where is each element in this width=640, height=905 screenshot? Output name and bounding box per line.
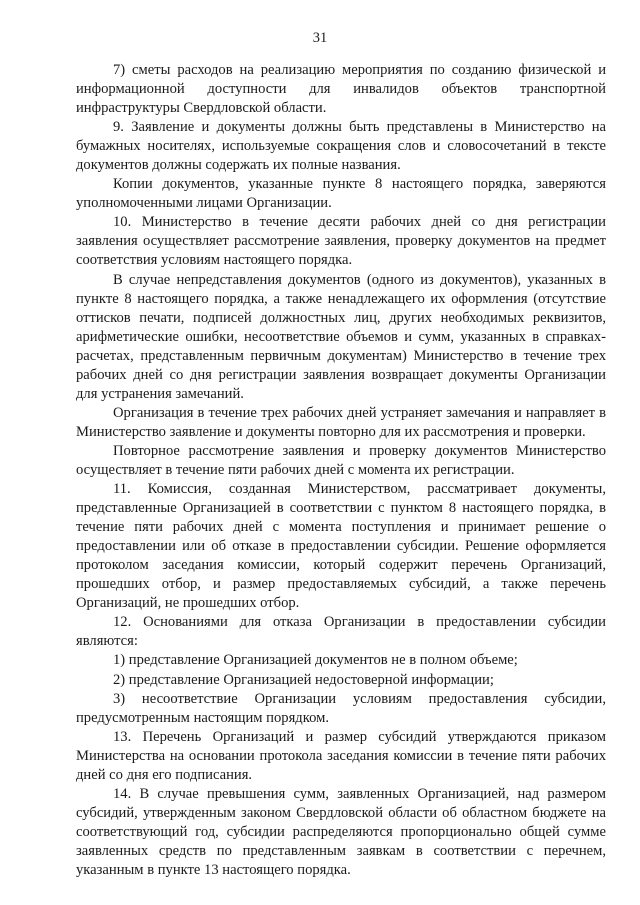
paragraph-organization-corrections: Организация в течение трех рабочих дней устраняет замечания и направляет в Министерство заявление и документы повторно для их рассмотрения и проверки. — [76, 404, 606, 440]
paragraph-clause-12: 12. Основаниями для отказа Организации в предоставлении субсидии являются: — [76, 614, 606, 650]
paragraph-refusal-ground-3: 3) несоответствие Организации условиям предоставления субсидии, предусмотренным настоящим порядком. — [76, 690, 606, 726]
paragraph-clause-14: 14. В случае превышения сумм, заявленных Организацией, над размером субсидий, утвержденным законом Свердловской области об областном бюджете на соответствующий год, субсидии распределяются пропорционально общей сумме заявленных средств по представленным заявкам в соответствии с перечнем, указанным в пункте 13 настоящего порядка. — [76, 785, 606, 878]
paragraph-repeat-review: Повторное рассмотрение заявления и проверку документов Министерство осуществляет в течение пяти рабочих дней с момента их регистрации. — [76, 442, 606, 478]
paragraph-nonsubmission: В случае непредставления документов (одного из документов), указанных в пункте 8 настоящего порядка, а также ненадлежащего их оформления (отсутствие оттисков печати, подписей должностных лиц, других необходимых реквизитов, арифметические ошибки, несоответствие объемов и сумм, указанных в справках-расчетах, представленным первичным документам) Министерство в течение трех рабочих дней со дня регистрации заявления возвращает документы Организации для устранения замечаний. — [76, 271, 606, 402]
paragraph-refusal-ground-1: 1) представление Организацией документов не в полном объеме; — [113, 652, 518, 669]
paragraph-copies-certification: Копии документов, указанные пункте 8 настоящего порядка, заверяются уполномоченными лицами Организации. — [76, 176, 606, 212]
document-body — [76, 61, 606, 880]
paragraph-item-7-smety: 7) сметы расходов на реализацию мероприятия по созданию физической и информационной доступности для инвалидов объектов транспортной инфраструктуры Свердловской области. — [76, 62, 606, 117]
paragraph-clause-9: 9. Заявление и документы должны быть представлены в Министерство на бумажных носителях, используемые сокращения слов и словосочетаний в тексте документов должны содержать их полные названия. — [76, 119, 606, 174]
paragraph-clause-11: 11. Комиссия, созданная Министерством, рассматривает документы, представленные Организацией в соответствии с пунктом 8 настоящего порядка, в течение пяти рабочих дней с момента поступления и принимает решение о предоставлении или об отказе в предоставлении субсидии. Решение оформляется протоколом заседания комиссии, который содержит перечень Организаций, прошедших отбор, и размер предоставляемых субсидий, а также перечень Организаций, не прошедших отбор. — [76, 481, 606, 612]
paragraph-clause-10: 10. Министерство в течение десяти рабочих дней со дня регистрации заявления осуществляет рассмотрение заявления, проверку документов на предмет соответствия условиям настоящего порядка. — [76, 214, 606, 269]
paragraph-clause-13: 13. Перечень Организаций и размер субсидий утверждаются приказом Министерства на основании протокола заседания комиссии в течение пяти рабочих дней со дня его подписания. — [76, 728, 606, 783]
page-number: 31 — [312, 30, 328, 46]
paragraph-refusal-ground-2: 2) представление Организацией недостоверной информации; — [113, 671, 494, 688]
